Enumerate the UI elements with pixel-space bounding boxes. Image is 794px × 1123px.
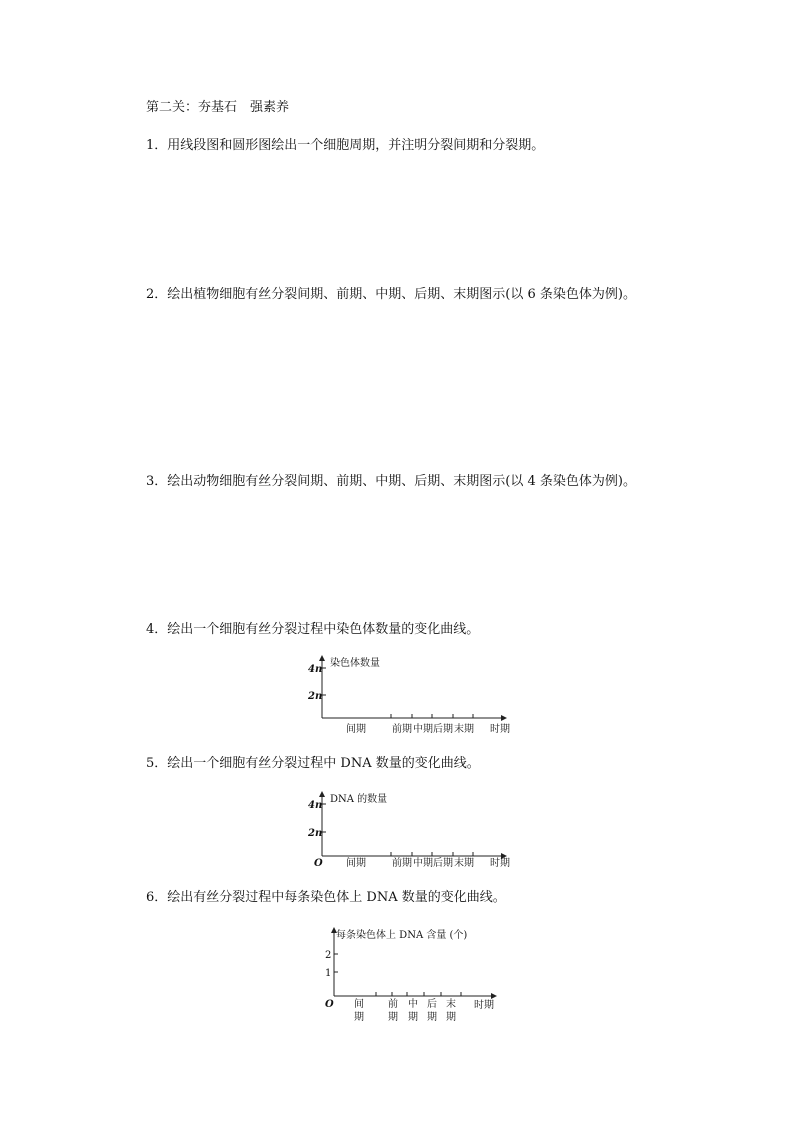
question-1 [146,138,544,154]
question-number: 3． [146,474,168,489]
x-label: 间期 [346,858,366,869]
y-tick-label: 2n [308,828,323,839]
y-axis-label: 每条染色体上 DNA 含量 (个) [336,930,468,941]
question-number: 2． [146,287,168,302]
x-label-top: 末 [446,999,456,1010]
x-axis-end-label: 时期 [490,858,510,869]
section-header: 第二关：夯基石 强素养 [146,100,290,115]
origin-label: O [325,999,334,1010]
x-label: 后期 [433,724,453,735]
question-text: 用线段图和圆形图绘出一个细胞周期，并注明分裂间期和分裂期。 [167,138,545,153]
x-label-top: 前 [388,999,398,1010]
x-label-bottom: 期 [354,1012,364,1023]
x-label: 末期 [454,858,474,869]
x-label-bottom: 期 [446,1012,456,1023]
question-number: 4． [146,622,168,637]
x-label: 间期 [346,724,366,735]
x-axis-end-label: 时期 [474,1000,494,1011]
y-tick-label: 2 [325,950,332,961]
chromosome-count-axes [300,652,530,742]
x-axis-end-label: 时期 [490,724,510,735]
x-label: 中期 [413,724,433,735]
y-axis-label: DNA 的数量 [330,794,388,805]
question-text: 绘出有丝分裂过程中每条染色体上 DNA 数量的变化曲线。 [167,890,506,905]
x-label-top: 间 [354,999,364,1010]
y-tick-label: 4n [308,664,323,675]
question-6 [146,890,506,906]
question-3 [146,474,636,490]
x-label-top: 后 [427,999,437,1010]
x-label: 中期 [413,858,433,869]
question-text: 绘出动物细胞有丝分裂间期、前期、中期、后期、末期图示(以 4 条染色体为例)。 [167,474,636,489]
x-label: 前期 [392,724,412,735]
x-label-bottom: 期 [427,1012,437,1023]
y-tick-label: 2n [308,691,323,702]
x-label-bottom: 期 [388,1012,398,1023]
x-label: 后期 [433,858,453,869]
question-4 [146,622,479,638]
y-axis-label: 染色体数量 [330,658,380,669]
dna-count-axes [300,788,530,878]
x-label: 前期 [392,858,412,869]
question-text: 绘出一个细胞有丝分裂过程中 DNA 数量的变化曲线。 [167,756,480,771]
question-2 [146,287,636,303]
y-tick-label: 1 [325,968,332,979]
x-label-bottom: 期 [408,1012,418,1023]
y-tick-label: 4n [308,800,323,811]
question-text: 绘出植物细胞有丝分裂间期、前期、中期、后期、末期图示(以 6 条染色体为例)。 [167,287,636,302]
question-text: 绘出一个细胞有丝分裂过程中染色体数量的变化曲线。 [167,622,480,637]
dna-per-chromosome-axes [310,924,510,1024]
origin-label: O [314,858,323,869]
question-number: 5． [146,756,168,771]
question-number: 6． [146,890,168,905]
x-label: 末期 [454,724,474,735]
x-label-top: 中 [408,999,418,1010]
question-5 [146,756,480,772]
question-number: 1． [146,138,168,153]
